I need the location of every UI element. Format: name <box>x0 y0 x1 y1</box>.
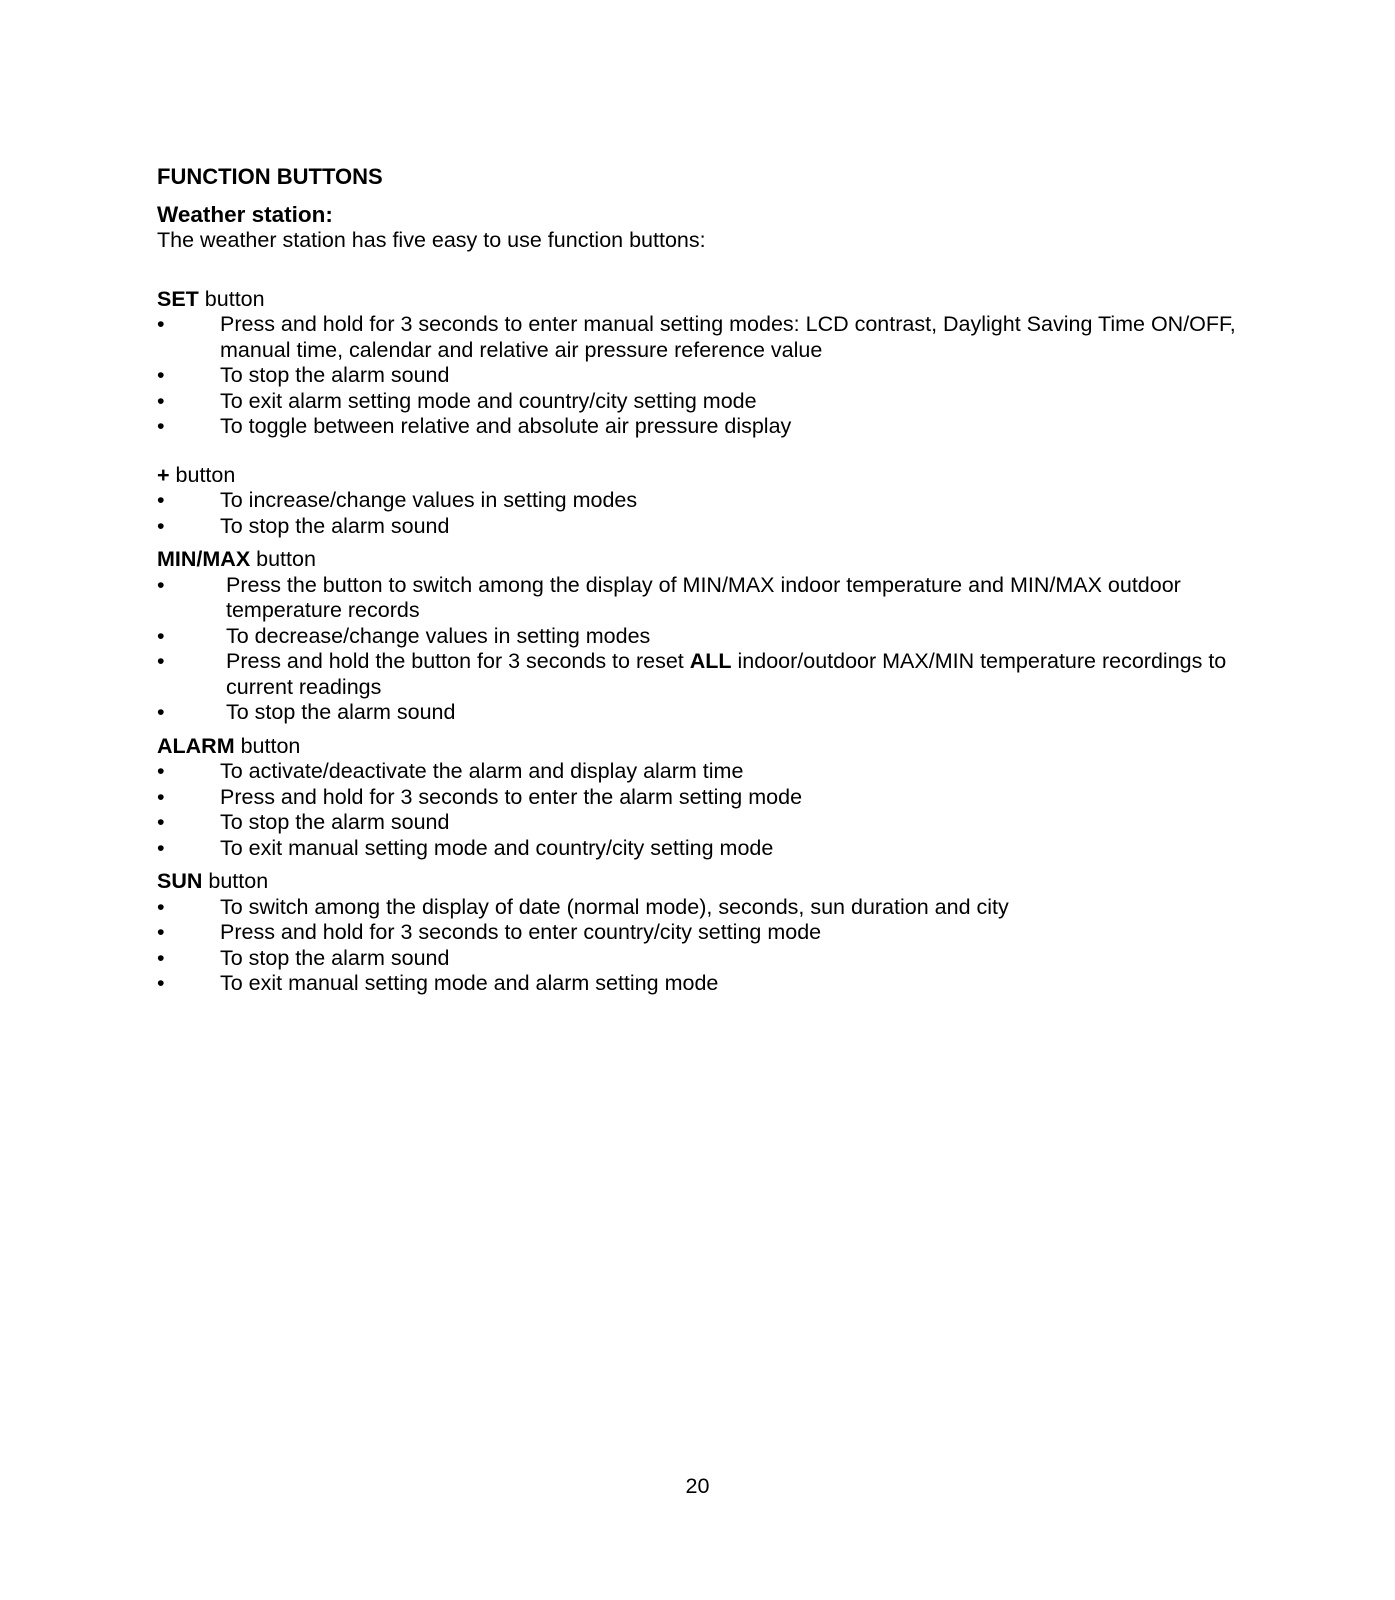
button-name: + <box>157 462 170 487</box>
item-text: Press the button to switch among the display of MIN/MAX indoor temperature and MIN/MAX outdoor temperature records <box>226 572 1181 622</box>
bullet-icon: • <box>157 363 165 387</box>
section-heading <box>157 734 1267 760</box>
button-suffix: button <box>234 733 301 758</box>
button-name: SET <box>157 286 199 311</box>
button-suffix: button <box>250 547 316 571</box>
list-item <box>157 895 1267 921</box>
item-text: To increase/change values in setting modes <box>220 488 638 512</box>
item-text-part: Press and hold the button for 3 seconds to reset <box>226 649 690 673</box>
button-suffix: button <box>198 286 265 311</box>
item-text: To stop the alarm sound <box>220 945 450 970</box>
bullet-icon: • <box>157 312 165 336</box>
list-item <box>157 759 1267 785</box>
bullet-list <box>157 488 1267 539</box>
list-item <box>157 389 1267 415</box>
section-subtitle: Weather station: <box>157 202 333 227</box>
item-text: Press and hold for 3 seconds to enter manual setting modes: LCD contrast, Daylight Saving Time ON/OFF, manual time, calendar and relative air pressure reference value <box>220 312 1236 362</box>
item-text: To stop the alarm sound <box>220 513 450 538</box>
button-suffix: button <box>169 462 236 487</box>
bullet-list <box>157 573 1267 726</box>
bullet-icon: • <box>157 488 165 512</box>
item-text: Press and hold for 3 seconds to enter the alarm setting mode <box>220 784 803 809</box>
bullet-icon: • <box>157 920 165 944</box>
section-heading <box>157 547 1267 573</box>
bullet-icon: • <box>157 810 165 834</box>
bullet-icon: • <box>157 784 165 809</box>
page-number: 20 <box>685 1474 710 1498</box>
list-item <box>157 971 1267 997</box>
section-heading <box>157 287 1267 313</box>
bullet-icon: • <box>157 414 165 438</box>
page-title: FUNCTION BUTTONS <box>157 164 383 189</box>
item-text: To exit alarm setting mode and country/city setting mode <box>220 388 757 413</box>
button-name: ALARM <box>157 733 235 758</box>
list-item <box>157 312 1267 363</box>
list-item <box>157 363 1267 389</box>
button-name: MIN/MAX <box>157 547 251 571</box>
list-item <box>157 700 1267 726</box>
bullet-icon: • <box>157 623 165 648</box>
item-text: To exit manual setting mode and alarm setting mode <box>220 971 719 995</box>
list-item <box>157 624 1267 650</box>
item-text: To decrease/change values in setting modes <box>226 623 651 648</box>
plus-button-section <box>157 463 1267 540</box>
document-page <box>157 164 1267 1005</box>
bullet-icon: • <box>157 945 165 970</box>
button-name: SUN <box>157 869 203 893</box>
item-text: To exit manual setting mode and country/city setting mode <box>220 835 774 860</box>
list-item <box>157 573 1267 624</box>
sun-button-section <box>157 869 1267 997</box>
bullet-icon: • <box>157 971 165 995</box>
item-text: To toggle between relative and absolute air pressure display <box>220 414 792 438</box>
minmax-button-section <box>157 547 1267 726</box>
bullet-list <box>157 312 1267 440</box>
bullet-icon: • <box>157 513 165 538</box>
bullet-icon: • <box>157 835 165 860</box>
item-text: Press and hold for 3 seconds to enter country/city setting mode <box>220 920 822 944</box>
list-item <box>157 488 1267 514</box>
section-heading <box>157 869 1267 895</box>
item-text: To stop the alarm sound <box>220 363 450 387</box>
list-item <box>157 514 1267 540</box>
bullet-icon: • <box>157 649 165 673</box>
bullet-icon: • <box>157 572 165 597</box>
bullet-icon: • <box>157 388 165 413</box>
bullet-icon: • <box>157 759 165 783</box>
bullet-icon: • <box>157 894 165 919</box>
item-text: To switch among the display of date (normal mode), seconds, sun duration and city <box>220 894 1009 919</box>
item-text: To stop the alarm sound <box>220 810 450 834</box>
item-text-part: indoor/outdoor MAX/MIN temperature recordings to current readings <box>226 649 1227 699</box>
bullet-icon: • <box>157 700 165 724</box>
button-suffix: button <box>202 869 269 893</box>
bullet-list <box>157 759 1267 861</box>
section-heading <box>157 463 1267 489</box>
list-item <box>157 836 1267 862</box>
list-item <box>157 946 1267 972</box>
intro-paragraph: The weather station has five easy to use function buttons: <box>157 228 706 252</box>
item-text: To stop the alarm sound <box>226 700 456 724</box>
bullet-list <box>157 895 1267 997</box>
item-text <box>226 649 1226 699</box>
list-item <box>157 810 1267 836</box>
spacer <box>157 451 1267 463</box>
set-button-section <box>157 287 1267 440</box>
list-item <box>157 649 1267 700</box>
list-item <box>157 785 1267 811</box>
emphasis-text: ALL <box>689 649 732 673</box>
item-text: To activate/deactivate the alarm and display alarm time <box>220 759 744 783</box>
list-item <box>157 414 1267 440</box>
alarm-button-section <box>157 734 1267 862</box>
list-item <box>157 920 1267 946</box>
